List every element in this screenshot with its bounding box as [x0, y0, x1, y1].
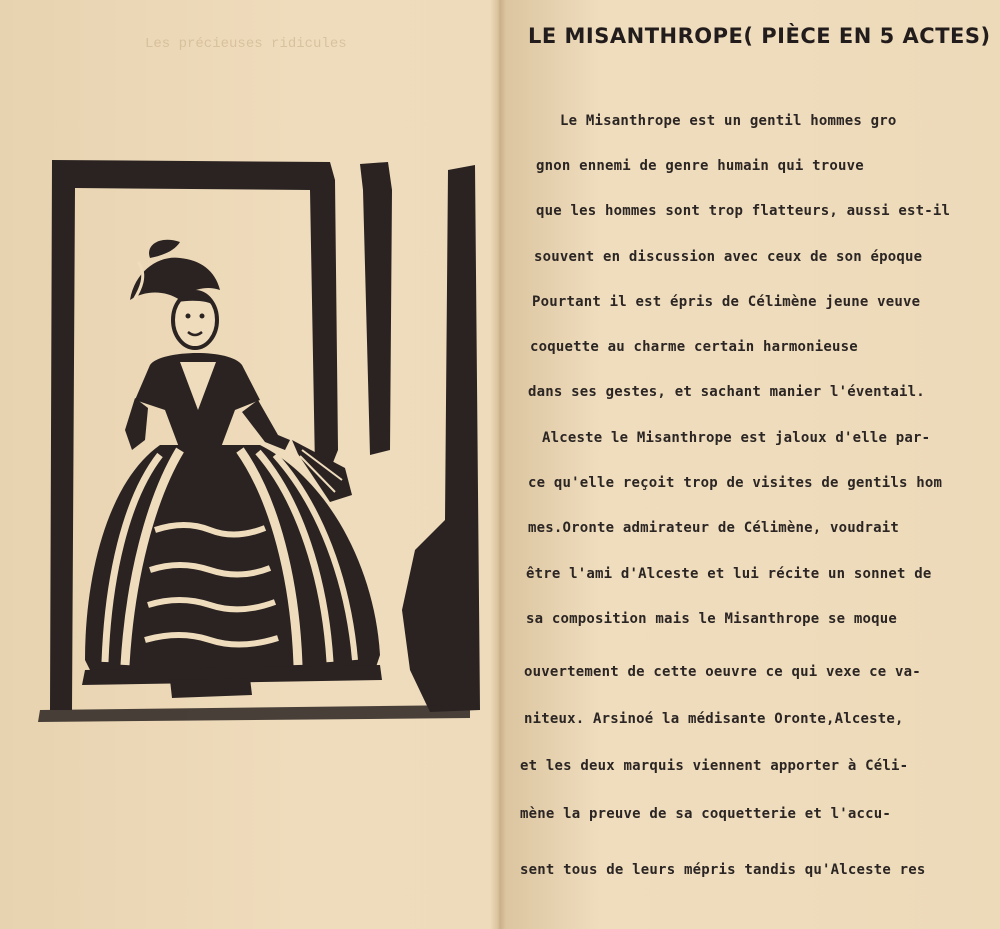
text-line: coquette au charme certain harmonieuse	[530, 339, 858, 355]
text-line: Alceste le Misanthrope est jaloux d'elle par-	[542, 430, 931, 446]
page-title: LE MISANTHROPE( PIÈCE EN 5 ACTES)	[528, 24, 991, 48]
text-line: mes.Oronte admirateur de Célimène, voudrait	[528, 520, 900, 536]
text-line: dans ses gestes, et sachant manier l'éventail.	[528, 384, 925, 400]
text-line: mène la preuve de sa coquetterie et l'accu-	[520, 806, 892, 822]
text-line: ce qu'elle reçoit trop de visites de gentils hom	[528, 475, 943, 491]
text-line: et les deux marquis viennent apporter à Céli-	[520, 758, 909, 774]
text-line: souvent en discussion avec ceux de son époque	[534, 249, 923, 265]
text-line: ouvertement de cette oeuvre ce qui vexe ce va-	[524, 664, 921, 680]
text-line: être l'ami d'Alceste et lui récite un sonnet de	[526, 566, 932, 582]
text-line: niteux. Arsinoé la médisante Oronte,Alceste,	[524, 711, 904, 727]
text-line: que les hommes sont trop flatteurs, aussi est-il	[536, 203, 951, 219]
text-line: gnon ennemi de genre humain qui trouve	[536, 158, 864, 174]
woodcut-lady-in-crinoline-icon	[30, 150, 482, 722]
text-line: sa composition mais le Misanthrope se moque	[526, 611, 898, 627]
text-line: Le Misanthrope est un gentil hommes gro	[560, 113, 897, 129]
left-page	[0, 0, 498, 929]
bleed-through-header: Les précieuses ridicules	[145, 36, 347, 52]
text-line: Pourtant il est épris de Célimène jeune veuve	[532, 294, 921, 310]
right-page	[502, 0, 1000, 929]
text-line: sent tous de leurs mépris tandis qu'Alceste res	[520, 862, 926, 878]
woodcut-illustration	[30, 150, 482, 722]
